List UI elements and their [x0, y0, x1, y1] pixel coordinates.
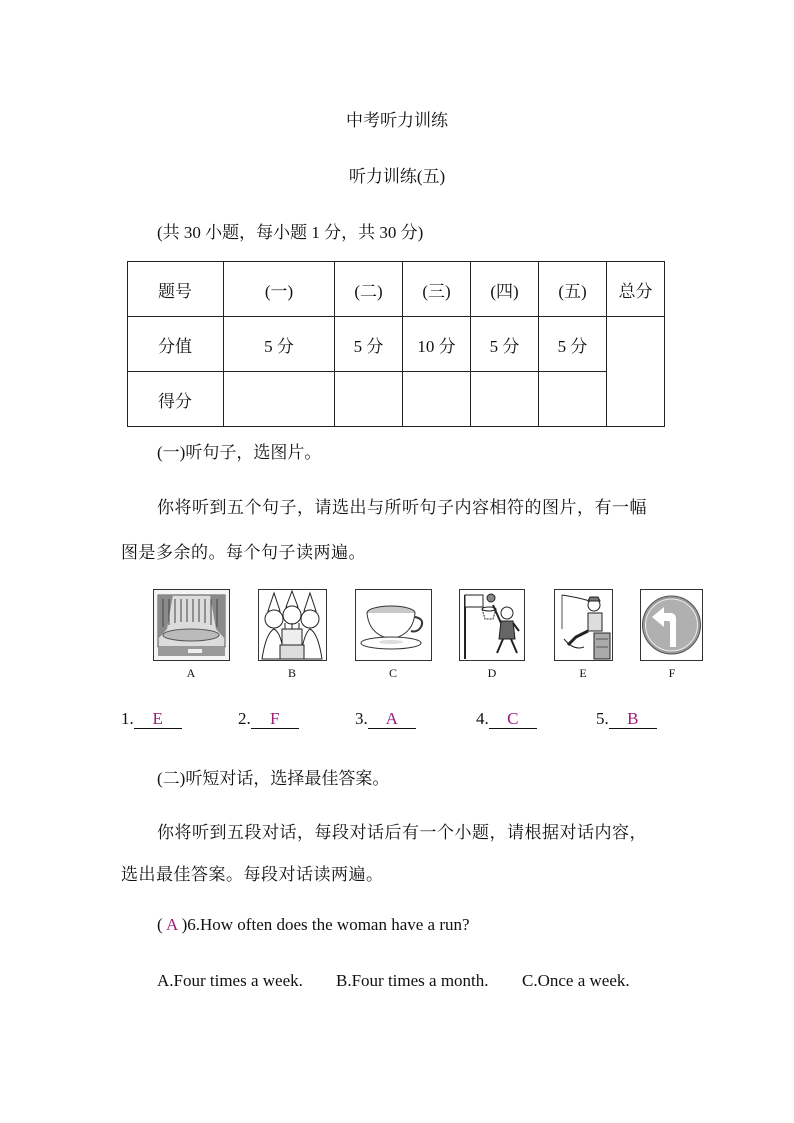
section-header: (三)	[403, 262, 471, 317]
option-b[interactable]: B.Four times a month.	[336, 971, 489, 990]
answer-bracket-open: (	[157, 915, 166, 934]
section1-instruction: 你将听到五个句子，请选出与所听句子内容相符的图片，有一幅	[157, 498, 647, 517]
score-table	[127, 261, 665, 427]
teacup-icon	[355, 589, 432, 661]
section-header: (二)	[335, 262, 403, 317]
total-score-cell[interactable]	[607, 317, 665, 427]
answer-blank[interactable]: F	[251, 710, 299, 729]
theater-stage-icon	[153, 589, 230, 661]
score-table-row-number	[128, 262, 665, 317]
row-label: 题号	[128, 262, 224, 317]
answer-item	[121, 709, 182, 729]
question-6	[157, 915, 470, 935]
page-title: 中考听力训练	[346, 111, 448, 130]
turn-left-sign-icon	[640, 589, 703, 661]
points-cell: 5 分	[224, 317, 335, 372]
question-number: 5.	[596, 709, 609, 728]
section2-instruction: 选出最佳答案。每段对话读两遍。	[121, 865, 384, 884]
picture-b	[258, 589, 327, 661]
points-cell: 10 分	[403, 317, 471, 372]
answer-blank[interactable]: B	[609, 710, 657, 729]
section-header: (一)	[224, 262, 335, 317]
picture-label: A	[186, 666, 196, 680]
picture-label: D	[487, 666, 497, 680]
answer-item	[476, 709, 537, 729]
basketball-player-icon	[459, 589, 525, 661]
birthday-party-icon	[258, 589, 327, 661]
answer-blank[interactable]: C	[489, 710, 537, 729]
fishing-boy-icon	[554, 589, 613, 661]
option-a[interactable]: A.Four times a week.	[157, 971, 303, 990]
earned-cell[interactable]	[471, 372, 539, 427]
picture-a	[153, 589, 230, 661]
answer-blank[interactable]: E	[134, 710, 182, 729]
score-table-row-points	[128, 317, 665, 372]
section2-heading: (二)听短对话，选择最佳答案。	[157, 769, 390, 788]
picture-label: F	[668, 666, 676, 680]
earned-cell[interactable]	[403, 372, 471, 427]
earned-cell[interactable]	[335, 372, 403, 427]
picture-label: B	[287, 666, 296, 680]
picture-label: E	[579, 666, 587, 680]
section-header: (四)	[471, 262, 539, 317]
earned-cell[interactable]	[224, 372, 335, 427]
answer-item	[596, 709, 657, 729]
points-cell: 5 分	[471, 317, 539, 372]
exercise-title: 听力训练(五)	[348, 167, 446, 186]
picture-d	[459, 589, 525, 661]
section2-instruction: 你将听到五段对话，每段对话后有一个小题，请根据对话内容，	[157, 823, 647, 842]
option-c[interactable]: C.Once a week.	[522, 971, 630, 990]
points-cell: 5 分	[335, 317, 403, 372]
question-number: 4.	[476, 709, 489, 728]
answer-choice[interactable]: A	[165, 915, 178, 934]
score-note: (共 30 小题，每小题 1 分，共 30 分)	[157, 223, 424, 242]
answer-item	[355, 709, 416, 729]
row-label: 分值	[128, 317, 224, 372]
picture-f	[640, 589, 703, 661]
section1-instruction: 图是多余的。每个句子读两遍。	[121, 543, 366, 562]
section1-heading: (一)听句子，选图片。	[157, 443, 322, 462]
answer-bracket-close: )	[177, 915, 188, 934]
picture-e	[554, 589, 613, 661]
question-text: 6.How often does the woman have a run?	[187, 915, 470, 934]
question-number: 2.	[238, 709, 251, 728]
answer-blank[interactable]: A	[368, 710, 416, 729]
picture-c	[355, 589, 432, 661]
row-label: 得分	[128, 372, 224, 427]
points-cell: 5 分	[539, 317, 607, 372]
answer-item	[238, 709, 299, 729]
picture-label: C	[388, 666, 397, 680]
question-number: 1.	[121, 709, 134, 728]
total-header: 总分	[607, 262, 665, 317]
question-number: 3.	[355, 709, 368, 728]
section-header: (五)	[539, 262, 607, 317]
earned-cell[interactable]	[539, 372, 607, 427]
score-table-row-earned	[128, 372, 665, 427]
